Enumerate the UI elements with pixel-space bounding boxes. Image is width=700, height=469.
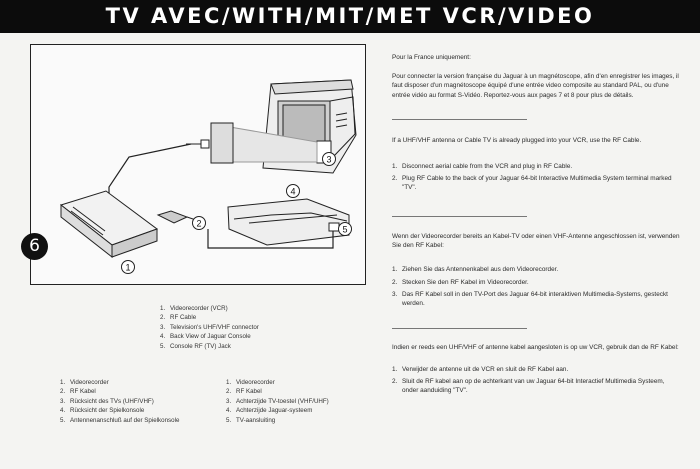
connection-diagram bbox=[30, 44, 366, 285]
divider bbox=[392, 216, 527, 217]
german-step: 3. Das RF Kabel soll in den TV-Port des Jaguar 64-bit interaktiven Multimedia-Systems, gesteckt werden. bbox=[392, 291, 668, 308]
legend-item: 1. Videorecorder (VCR) bbox=[160, 305, 228, 312]
legend-dutch bbox=[226, 378, 329, 425]
legend-item: 4. Achterzijde Jaguar-systeem bbox=[226, 407, 313, 415]
connection-diagram-drawing bbox=[31, 45, 367, 286]
callout-1: 1 bbox=[125, 262, 131, 273]
legend-item: 5. Antennenanschluß auf der Spielkonsole bbox=[60, 416, 180, 424]
legend-item: 2. RF Cable bbox=[160, 314, 197, 322]
callout-4: 4 bbox=[290, 186, 296, 197]
legend-item: 3. Achterzijde TV-toestel (VHF/UHF) bbox=[226, 397, 329, 405]
callout-3: 3 bbox=[326, 154, 332, 165]
legend-item: 3. Television's UHF/VHF connector bbox=[160, 323, 259, 331]
dutch-intro: Indien er reeds een UHF/VHF of antenne kabel aangesloten is op uw VCR, gebruik dan de RF Kabel: bbox=[392, 344, 679, 351]
callout-2: 2 bbox=[196, 218, 202, 229]
legend-german bbox=[60, 378, 179, 425]
german-step: 2. Stecken Sie den RF Kabel im Videorecorder. bbox=[392, 279, 529, 286]
page-title: TV AVEC/WITH/MIT/MET VCR/VIDEO bbox=[105, 4, 595, 28]
english-intro: If a UHF/VHF antenna or Cable TV is already plugged into your VCR, use the RF Cable. bbox=[392, 137, 642, 144]
divider bbox=[392, 328, 527, 329]
legend-item: 4. Rücksicht der Spielkonsole bbox=[60, 407, 145, 415]
legend-item: 2. RF Kabel bbox=[226, 388, 262, 396]
english-step: 1. Disconnect aerial cable from the VCR and plug in RF Cable. bbox=[392, 163, 573, 170]
german-intro: Wenn der Videorecorder bereits an Kabel-TV oder einen VHF-Antenne angeschlossen ist, verwenden Sie den RF Kabel: bbox=[392, 233, 680, 250]
legend-item: 5. TV-aansluiting bbox=[226, 416, 276, 424]
legend-english bbox=[160, 304, 259, 351]
dutch-step: 1. Verwijder de antenne uit de VCR en sluit de RF Kabel aan. bbox=[392, 366, 569, 373]
french-heading: Pour la France uniquement: bbox=[392, 54, 471, 61]
legend-item: 3. Rücksicht des TVs (UHF/VHF) bbox=[60, 397, 154, 405]
legend-item: 1. Videorecorder bbox=[60, 379, 109, 386]
german-step: 1. Ziehen Sie das Antennenkabel aus dem Videorecorder. bbox=[392, 266, 559, 273]
divider bbox=[392, 119, 527, 120]
legend-item: 4. Back View of Jaguar Console bbox=[160, 333, 251, 341]
legend-item: 1. Videorecorder bbox=[226, 379, 275, 386]
english-step: 2. Plug RF Cable to the back of your Jaguar 64-bit Interactive Multimedia System terminal marked "TV". bbox=[392, 175, 672, 192]
legend-item: 5. Console RF (TV) Jack bbox=[160, 342, 231, 350]
vcr-illustration bbox=[61, 191, 157, 257]
step-number-badge: 6 bbox=[21, 233, 48, 260]
dutch-step: 2. Sluit de RF kabel aan op de achterkant van uw Jaguar 64-bit Interactief Multimedia Systeem, onder aanduiding "TV". bbox=[392, 378, 665, 395]
title-banner bbox=[0, 0, 700, 33]
jaguar-console-illustration bbox=[228, 199, 349, 245]
legend-item: 2. RF Kabel bbox=[60, 388, 96, 396]
callout-5: 5 bbox=[342, 224, 348, 235]
french-paragraph: Pour connecter la version française du Jaguar à un magnétoscope, afin d'en enregistrer les images, il faut disposer d'un magnétoscope équipé d'une entrée video composite au standard PAL, ou d'une entrée vidéo au format S-Vidéo. Reportez-vous aux pages 7 et 8 pour plus de détails. bbox=[392, 73, 679, 99]
